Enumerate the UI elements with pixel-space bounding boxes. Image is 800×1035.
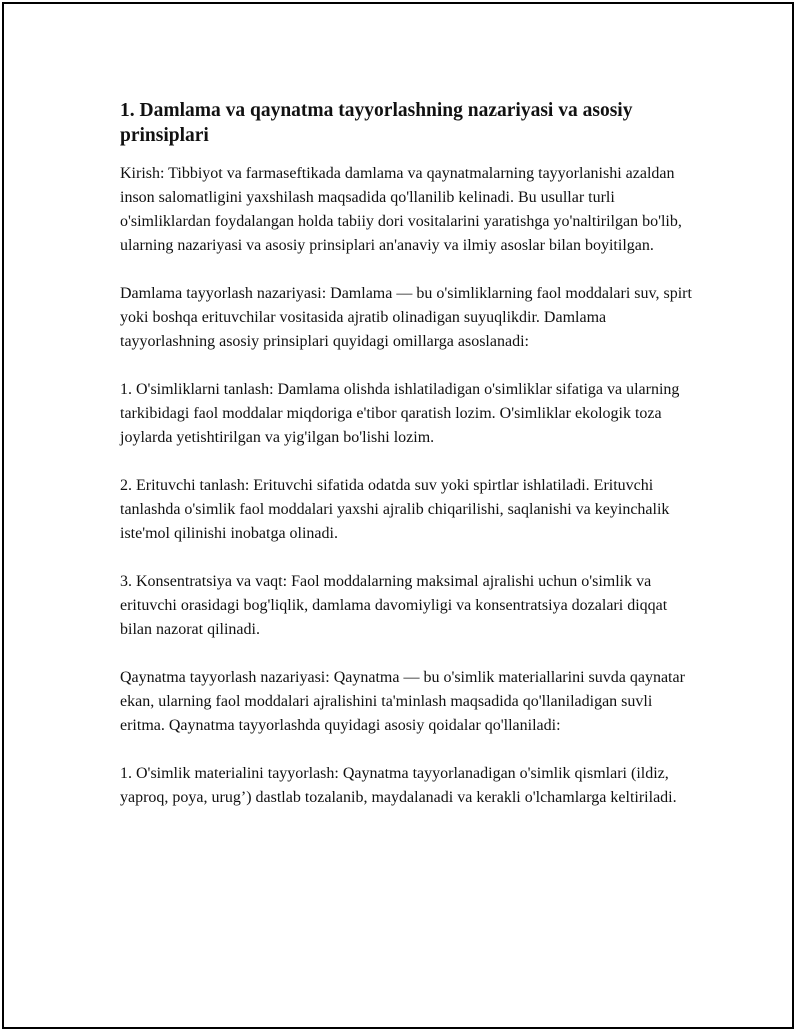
solvent-selection-paragraph: 2. Erituvchi tanlash: Erituvchi sifatida odatda suv yoki spirtlar ishlatiladi. Erituvchi tanlashda o'simlik faol moddalari yaxshi ajralib chiqarilishi, saqlanishi va keyinchalik iste'mol qilinishi inobatga olinadi. [120, 477, 670, 542]
document-page [2, 2, 794, 1029]
concentration-time-paragraph: 3. Konsentratsiya va vaqt: Faol moddalarning maksimal ajralishi uchun o'simlik va erituvchi orasidagi bog'liqlik, damlama davomiyligi va konsentratsiya dozalari diqqat bilan nazorat qilinadi. [120, 573, 668, 638]
intro-paragraph: Kirish: Tibbiyot va farmaseftikada damlama va qaynatmalarning tayyorlanishi azaldan inson salomatligini yaxshilash maqsadida qo'llanilib kelinadi. Bu usullar turli o'simliklardan foydalangan holda tabiiy dori vositalarini yaratishga yo'naltirilgan bo'lib, ularning nazariyasi va asosiy prinsiplari an'anaviy va ilmiy asoslar bilan boyitilgan. [120, 165, 682, 254]
plant-selection-paragraph: 1. O'simliklarni tanlash: Damlama olishda ishlatiladigan o'simliklar sifatiga va ularning tarkibidagi faol moddalar miqdoriga e'tibor qaratish lozim. O'simliklar ekologik toza joylarda yetishtirilgan va yig'ilgan bo'lishi lozim. [120, 381, 680, 446]
decoction-theory-paragraph: Qaynatma tayyorlash nazariyasi: Qaynatma — bu o'simlik materiallarini suvda qaynatar ekan, ularning faol moddalari ajralishini ta'minlash maqsadida qo'llaniladigan suvli eritma. Qaynatma tayyorlashda quyidagi asosiy qoidalar qo'llaniladi: [120, 669, 685, 734]
section-heading: 1. Damlama va qaynatma tayyorlashning nazariyasi va asosiy prinsiplari [120, 100, 633, 146]
infusion-theory-paragraph: Damlama tayyorlash nazariyasi: Damlama — bu o'simliklarning faol moddalari suv, spirt yoki boshqa erituvchilar vositasida ajratib olinadigan suyuqlikdir. Damlama tayyorlashning asosiy prinsiplari quyidagi omillarga asoslanadi: [120, 285, 692, 350]
plant-preparation-paragraph: 1. O'simlik materialini tayyorlash: Qaynatma tayyorlanadigan o'simlik qismlari (ildiz, yaproq, poya, urug’) dastlab tozalanib, maydalanadi va kerakli o'lchamlarga keltiriladi. [120, 765, 677, 806]
document-body [120, 98, 694, 834]
